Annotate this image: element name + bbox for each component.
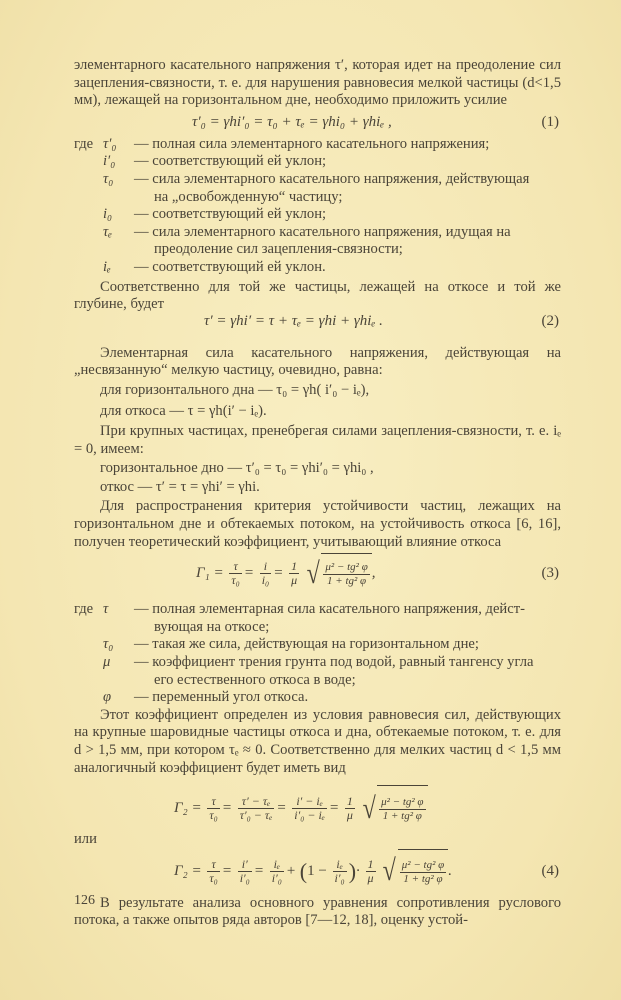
definition-item: τ₀ — сила элементарного касательного напряжения, действующая на „освобожденную“ частицу; [103, 170, 530, 205]
paragraph-2: Соответственно для той же частицы, лежащей на откосе и той же глубине, будет [74, 278, 561, 313]
equation-1 [74, 111, 561, 133]
equation-1-body: τ′₀ = γhi′₀ = τ₀ + τₑ = γhi₀ + γhiₑ , [192, 113, 392, 130]
definition-item: i′₀ — соответствующий ей уклон; [103, 153, 327, 170]
text-column [74, 57, 561, 930]
paragraph-6: Этот коэффициент определен из условия равновесия сил, действующих на крупные шаровидные частицы откоса и дна, обтекаемые потоком, т. е. для d > 1,5 мм, при котором τₑ ≈ 0. Соответственно для мелких частиц d < 1,5 мм аналогичный коэффициент будет иметь вид [74, 706, 561, 776]
paragraph-3: Элементарная сила касательного напряжения, действующая на „несвязанную“ мелкую частицу, очевидно, равна: [74, 344, 561, 379]
line-slope: для откоса — τ = γh(i′ − iₑ). [100, 402, 267, 419]
paragraph-7: В результате анализа основного уравнения сопротивления руслового потока, а также опытов ряда авторов [7—12, 18], оценку устой- [74, 894, 561, 929]
paragraph-1: элементарного касательного напряжения τ′, которая идет на преодоление сил зацепления-связности, т. е. для нарушения равновесия мелкой частицы (d<1,5 мм), лежащей на горизонтальном дне, необходимо приложить усилие [74, 57, 561, 109]
line-horizontal-bottom: для горизонтального дна — τ₀ = γh( i′₀ − iₑ), [100, 381, 370, 398]
line-horizontal-bottom-2: горизонтальное дно — τ′₀ = τ₀ = γhi′₀ = γhi₀ , [100, 460, 374, 477]
equation-3: Γ₁ = $\frac{\tau}{\text{τ₀}}$ = $\frac{i}{\text{i₀}}$ = $\frac{1}{\mu}$ √ $\frac{\text{μ² − tg² φ}}{\text{1 + tg² φ}}$ , (3) [74, 553, 561, 593]
page-number: 126 [74, 893, 95, 908]
radical-icon: √ [306, 556, 320, 590]
paragraph-4: При крупных частицах, пренебрегая силами зацепления-связности, т. е. iₑ = 0, имеем: [74, 423, 561, 457]
equation-1-number: (1) [541, 113, 559, 130]
definitions-1 [74, 136, 561, 277]
definition-item: τₑ — сила элементарного касательного напряжения, идущая на преодоление сил зацепления-связности; [103, 223, 511, 258]
line-slope-2: откос — τ′ = τ = γhi′ = γhi. [100, 478, 260, 495]
paragraph-5: Для распространения критерия устойчивости частиц, лежащих на горизонтальном дне и обтекаемых потоком, на устойчивость откоса [6, 16], получен теоретический коэффициент, учитывающий влияние откоса [74, 498, 561, 550]
radical-icon: √ [362, 791, 376, 825]
equation-2: τ′ = γhi′ = τ + τₑ = γhi + γhiₑ . (2) [204, 312, 559, 329]
definitions-2 [74, 601, 561, 707]
definition-item: где τ′₀ — полная сила элементарного касательного напряжения; [74, 135, 490, 152]
definition-item: φ — переменный угол откоса. [103, 689, 309, 706]
radical-icon: √ [382, 854, 397, 888]
definition-item: iₑ — соответствующий ей уклон. [103, 258, 326, 275]
or-word: или [74, 831, 97, 848]
definition-item: τ₀ — такая же сила, действующая на горизонтальном дне; [103, 636, 479, 653]
equation-4b: Γ₂ = $\frac{\tau}{\text{τ₀}}$ = $\frac{i'}{\text{i′₀}}$ = $\frac{\text{iₑ}}{\text{i′₀}}$ + (1 − $\frac{\text{iₑ}}{\text{i′₀}}$ )· $\frac{1}{\mu}$ √ $\frac{\text{μ² − tg² φ}}{\text{1 + tg² φ}}$ . (4) [74, 849, 561, 893]
definition-item: μ — коэффициент трения грунта под водой, равный тангенсу угла его естественного откоса в воде; [103, 654, 534, 688]
definition-item: где τ — полная элементарная сила касательного напряжения, дейст- вующая на откосе; [74, 601, 525, 635]
equation-4a: Γ₂ = $\frac{\tau}{\text{τ₀}}$ = $\frac{\text{τ′ − τₑ}}{\text{τ′₀ − τₑ}}$ = $\frac{\text{i′ − iₑ}}{\text{i′₀ − iₑ}}$ = $\frac{1}{\mu}$ √ $\frac{\text{μ² − tg² φ}}{\text{1 + tg² φ}}$ [74, 785, 561, 831]
definition-item: i₀ — соответствующий ей уклон; [103, 206, 327, 223]
